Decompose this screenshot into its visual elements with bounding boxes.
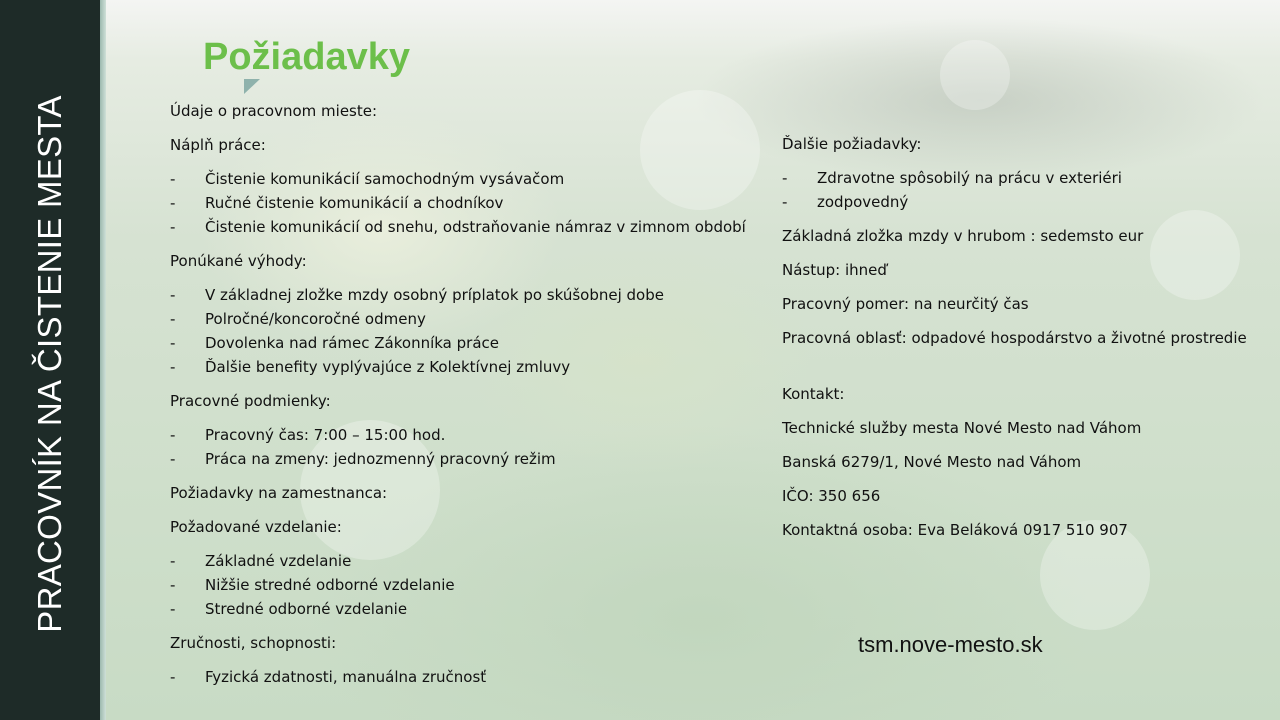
requirements-label: Požiadavky na zamestnanca:: [170, 484, 388, 502]
list-item: - Základné vzdelanie: [170, 549, 770, 573]
title-triangle-icon: [244, 79, 260, 94]
contact-label: Kontakt:: [782, 385, 845, 403]
list-item: - zodpovedný: [782, 190, 1277, 214]
field-text: Pracovná oblasť: odpadové hospodárstvo a životné prostredie: [782, 329, 1247, 347]
duties-label: Náplň práce:: [170, 136, 266, 154]
list-item: - Dovolenka nad rámec Zákonníka práce: [170, 331, 770, 355]
start-text: Nástup: ihneď: [782, 261, 887, 279]
sidebar-accent-bar: [100, 0, 106, 720]
contact-person: Kontaktná osoba: Eva Beláková 0917 510 907: [782, 521, 1128, 539]
right-column: [782, 132, 1277, 552]
list-item: - Ďalšie benefity vyplývajúce z Kolektívnej zmluvy: [170, 355, 770, 379]
contact-ico: IČO: 350 656: [782, 487, 881, 505]
list-item: - Zdravotne spôsobilý na prácu v exteriéri: [782, 166, 1277, 190]
conditions-list: [170, 423, 770, 471]
sidebar: [0, 0, 100, 720]
list-item: - Polročné/koncoročné odmeny: [170, 307, 770, 331]
left-column: [170, 99, 770, 699]
contact-company: Technické služby mesta Nové Mesto nad Váhom: [782, 419, 1142, 437]
list-item: - Práca na zmeny: jednozmenný pracovný režim: [170, 447, 770, 471]
skills-label: Zručnosti, schopnosti:: [170, 634, 337, 652]
sidebar-title: PRACOVNÍK NA ČISTENIE MESTA: [31, 95, 68, 633]
education-list: [170, 549, 770, 621]
list-item: - Fyzická zdatnosti, manuálna zručnosť: [170, 665, 770, 689]
benefits-list: [170, 283, 770, 379]
list-item: - Nižšie stredné odborné vzdelanie: [170, 573, 770, 597]
list-item: - Čistenie komunikácií samochodným vysávačom: [170, 167, 770, 191]
list-item: - Čistenie komunikácií od snehu, odstraňovanie námraz v zimnom období: [170, 215, 770, 239]
job-info-label: Údaje o pracovnom mieste:: [170, 102, 378, 120]
other-requirements-label: Ďalšie požiadavky:: [782, 135, 922, 153]
duties-list: [170, 167, 770, 239]
skills-list: [170, 665, 770, 689]
contract-text: Pracovný pomer: na neurčitý čas: [782, 295, 1029, 313]
education-label: Požadované vzdelanie:: [170, 518, 342, 536]
other-requirements-list: [782, 166, 1277, 214]
website-link[interactable]: tsm.nove-mesto.sk: [858, 632, 1043, 657]
page-title: Požiadavky: [203, 36, 410, 78]
salary-text: Základná zložka mzdy v hrubom : sedemsto eur: [782, 227, 1144, 245]
list-item: - Pracovný čas: 7:00 – 15:00 hod.: [170, 423, 770, 447]
conditions-label: Pracovné podmienky:: [170, 392, 331, 410]
list-item: - Ručné čistenie komunikácií a chodníkov: [170, 191, 770, 215]
list-item: - Stredné odborné vzdelanie: [170, 597, 770, 621]
list-item: - V základnej zložke mzdy osobný príplatok po skúšobnej dobe: [170, 283, 770, 307]
contact-address: Banská 6279/1, Nové Mesto nad Váhom: [782, 453, 1082, 471]
benefits-label: Ponúkané výhody:: [170, 252, 307, 270]
